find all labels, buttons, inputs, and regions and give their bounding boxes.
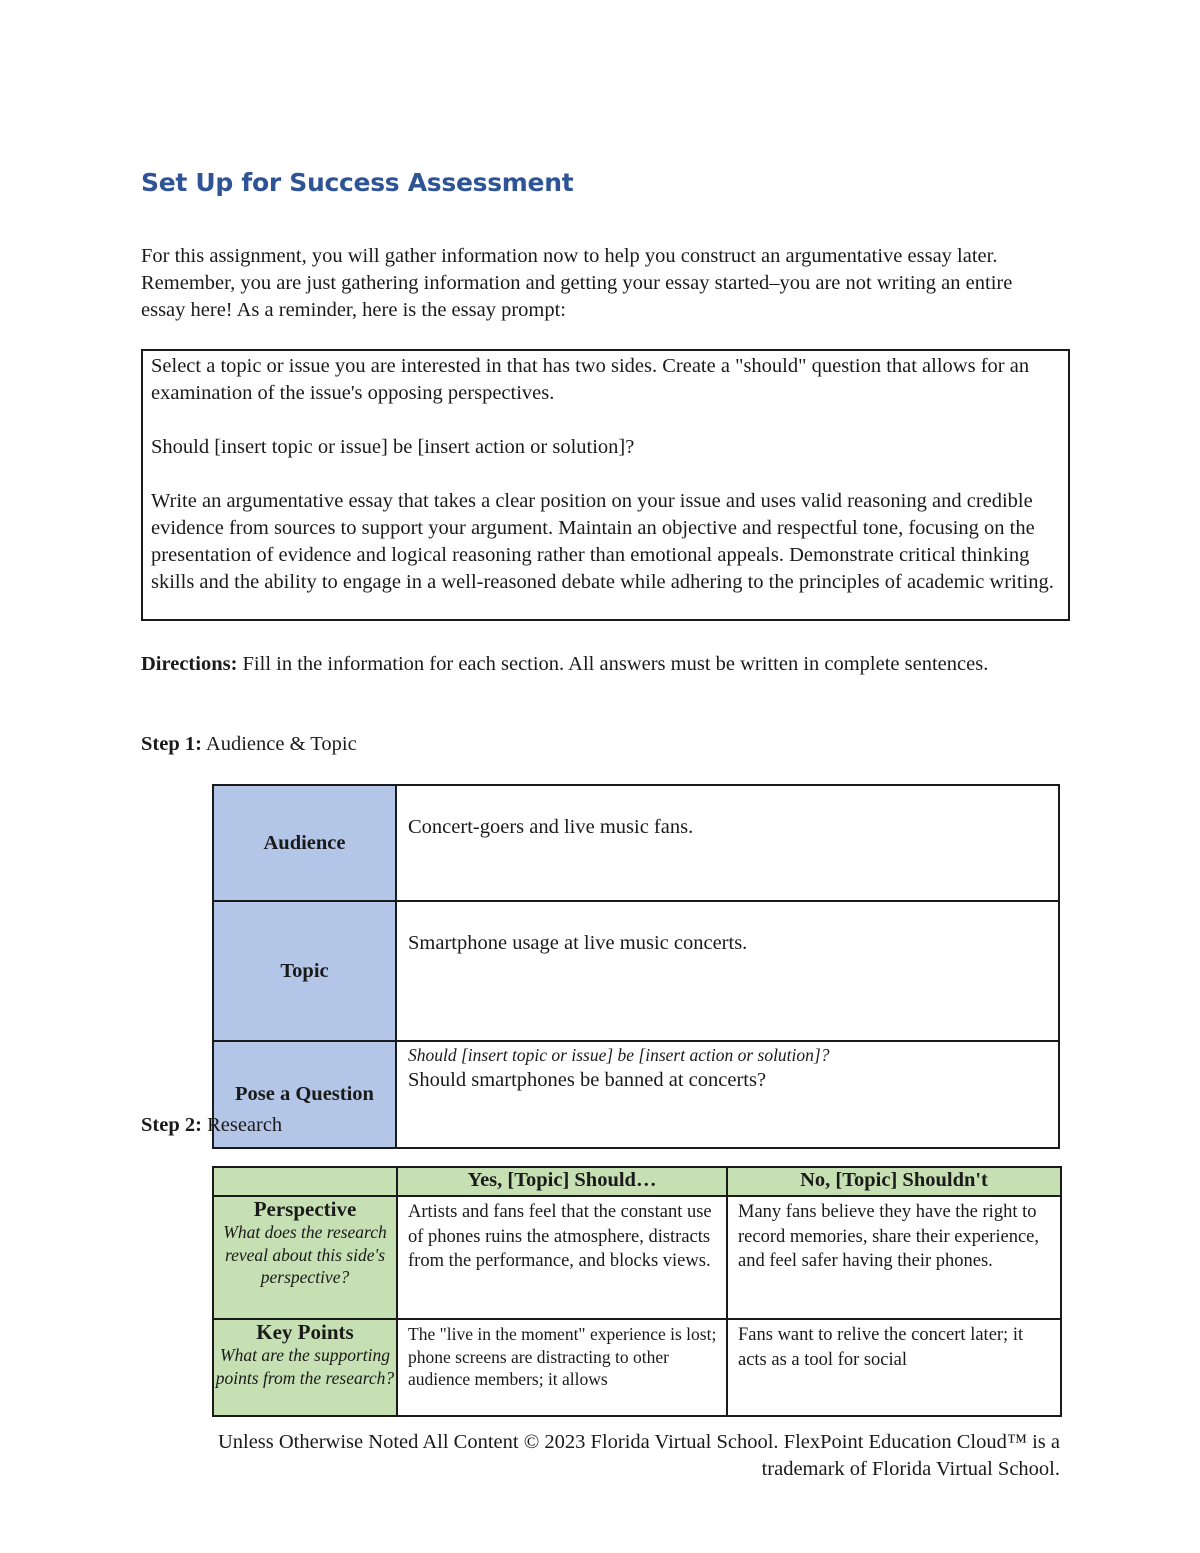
table-row <box>213 1319 1061 1416</box>
table-header-row <box>213 1167 1061 1196</box>
question-hint: Should [insert topic or issue] be [insert action or solution]? <box>408 1045 830 1065</box>
topic-value: Smartphone usage at live music concerts. <box>396 901 1059 1041</box>
audience-value: Concert-goers and live music fans. <box>396 785 1059 901</box>
perspective-no: Many fans believe they have the right to record memories, share their experience, and feel safer having their phones. <box>727 1196 1061 1319</box>
audience-header: Audience <box>213 785 396 901</box>
header-blank <box>213 1167 397 1196</box>
table-row <box>213 901 1059 1041</box>
prompt-paragraph-1: Select a topic or issue you are interested in that has two sides. Create a "should" question that allows for an examination of the issue's opposing perspectives. <box>151 355 1030 404</box>
question-value: Should smartphones be banned at concerts? <box>408 1069 767 1091</box>
research-table <box>212 1166 1062 1417</box>
page-title: Set Up for Success Assessment <box>141 168 574 197</box>
step1-label: Step 1: <box>141 733 202 755</box>
audience-topic-table <box>212 784 1060 1149</box>
step1-text: Audience & Topic <box>201 733 357 755</box>
directions <box>141 651 1061 678</box>
topic-header: Topic <box>213 901 396 1041</box>
keypoints-header <box>213 1319 397 1416</box>
perspective-yes: Artists and fans feel that the constant use of phones ruins the atmosphere, distracts from the performance, and blocks views. <box>397 1196 727 1319</box>
step2-heading <box>141 1114 282 1137</box>
step1-heading <box>141 733 357 756</box>
table-row <box>213 1196 1061 1319</box>
step2-text: Research <box>201 1114 283 1136</box>
directions-text: Fill in the information for each section. All answers must be written in complete sentences. <box>237 653 989 675</box>
keypoints-title: Key Points <box>256 1320 354 1344</box>
header-yes: Yes, [Topic] Should… <box>397 1167 727 1196</box>
keypoints-no: Fans want to relive the concert later; it acts as a tool for social <box>727 1319 1061 1416</box>
table-row <box>213 1041 1059 1148</box>
perspective-header <box>213 1196 397 1319</box>
prompt-paragraph-3: Write an argumentative essay that takes a clear position on your issue and uses valid reasoning and credible evidence from sources to support your argument. Maintain an objective and respectful tone, focusing on the presentation of evidence and logical reasoning rather than emotional appeals. Demonstrate critical thinking skills and the ability to engage in a well-reasoned debate while adhering to the principles of academic writing. <box>151 490 1054 593</box>
step2-label: Step 2: <box>141 1114 202 1136</box>
perspective-title: Perspective <box>253 1197 357 1221</box>
prompt-paragraph-2: Should [insert topic or issue] be [insert action or solution]? <box>151 436 635 458</box>
perspective-subtitle: What does the research reveal about this side's perspective? <box>223 1222 387 1287</box>
question-cell <box>396 1041 1059 1148</box>
keypoints-subtitle: What are the supporting points from the research? <box>215 1345 395 1388</box>
header-no: No, [Topic] Shouldn't <box>727 1167 1061 1196</box>
directions-label: Directions: <box>141 653 238 675</box>
question-header: Pose a Question <box>213 1041 396 1148</box>
table-row <box>213 785 1059 901</box>
essay-prompt-box <box>141 349 1070 621</box>
intro-paragraph: For this assignment, you will gather information now to help you construct an argumentative essay later. Remember, you are just gathering information and getting your essay started–you are not writing an entire essay here! As a reminder, here is the essay prompt: <box>141 245 1013 321</box>
footer-copyright: Unless Otherwise Noted All Content © 2023 Florida Virtual School. FlexPoint Education Cloud™ is a trademark of Florida Virtual School. <box>217 1431 1060 1480</box>
keypoints-yes: The "live in the moment" experience is lost; phone screens are distracting to other audience members; it allows <box>397 1319 727 1416</box>
